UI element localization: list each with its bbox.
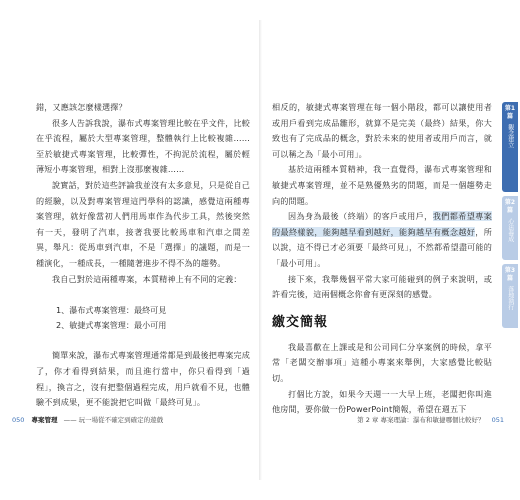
right-paragraph-2: 基於這兩種本質精神，我一直覺得，瀑布式專案管理和敏捷式專案管理，並不是熟優熟劣的問題，而是一個趨勢走向的問題。 <box>272 164 492 206</box>
right-page <box>272 100 492 430</box>
tab-part-3-name: 落地執行 <box>506 286 514 310</box>
left-page-number: 050 <box>12 416 25 424</box>
blank-line <box>36 287 250 303</box>
part-tabs <box>502 102 518 332</box>
list-item-waterfall: 1、瀑布式專案管理：最終可見 <box>56 304 167 315</box>
book-subtitle: —— 玩一場從不確定到確定的遊戲 <box>63 416 164 424</box>
left-paragraph-2: 很多人告訴我說，瀑布式專案管理比較在乎文件，比較在乎流程，屬於大型專案管理，整體執行上比較複雜……至於敏捷式專案管理，比較彈性，不拘泥於流程，屬於輕薄短小專案管理，相對上沒那麼複雜…… <box>36 117 250 175</box>
tab-part-1[interactable] <box>502 102 518 192</box>
left-paragraph-3: 說實話，對於這些評論我並沒有太多意見，只是從自己的經驗，以及對專案管理這門學科的認識，感覺這兩種專案管理，就好像當初人們用馬車作為代步工具，然後突然有一天，發明了汽車，接著我要比較馬車和汽車之間差異，舉凡：從馬車到汽車，不是「選擇」的議題，而是一種演化，一種成長，一種隨著進步不得不為的趨勢。 <box>36 179 250 268</box>
right-paragraph-1: 相反的，敏捷式專案管理在每一個小階段，都可以讓使用者或用戶看到完成品雛形，就算不是完美（最終）結果，你大致也有了完成品的概念，對於未來的使用者或用戶而言，就可以稱之為「最小可用」。 <box>272 102 492 159</box>
right-paragraph-highlighted <box>272 209 492 271</box>
right-page-number: 051 <box>491 416 504 424</box>
tab-part-1-number: 第1篇 <box>504 105 516 120</box>
book-gutter <box>259 20 262 480</box>
blank-line <box>36 333 250 349</box>
left-footer <box>12 415 163 424</box>
highlight-before-text: 因為身為最後（終端）的客戶或用戶， <box>288 211 433 222</box>
chapter-title: 專案理論：瀑布和敏捷哪個比較好？ <box>380 416 485 424</box>
tab-part-2-number: 第2篇 <box>504 199 516 214</box>
highlighted-text[interactable]: 我們都希望專案的最終樣貌，能夠越早看到越好，能夠越早有概念越好 <box>272 211 492 237</box>
list-item-agile: 2、敏捷式專案管理：最小可用 <box>56 319 167 330</box>
tab-part-1-name: 觀念建立 <box>506 124 514 148</box>
tab-part-3-number: 第3篇 <box>504 267 516 282</box>
right-paragraph-6: 打個比方說，如果今天週一一大早上班，老闆把你叫進他房間，要你做一份PowerPoint簡報，希望在週五下 <box>272 388 492 415</box>
book-title: 專案管理 <box>31 416 58 424</box>
tab-part-3[interactable] <box>502 264 518 328</box>
left-paragraph-4: 我自己對於這兩種專案，本質精神上有不同的定義： <box>52 273 242 284</box>
right-paragraph-4: 接下來，我舉幾個平常大家可能碰到的例子來說明，或許看完後，這兩個概念你會有更深刻的感覺。 <box>272 273 492 300</box>
left-paragraph-5: 簡單來說，瀑布式專案管理通常都是到最後把專案完成了，你才看得到結果，而且進行當中，你只看得到「過程」，換言之，沒有把整個過程完成，用戶就看不見，也體驗不到成果，更不能說把它叫做「最終可見」。 <box>36 350 250 408</box>
right-paragraph-5: 我最喜歡在上課或是和公司同仁分享案例的時候，拿平常「老闆交辦事項」這種小專案來舉例，大家感覺比較貼切。 <box>272 341 492 383</box>
left-paragraph-1: 錯，又應該怎麼樣選擇？ <box>36 102 127 112</box>
tab-part-2[interactable] <box>502 196 518 260</box>
left-page <box>36 100 250 430</box>
section-heading: 繳交簡報 <box>272 314 329 330</box>
chapter-label: 第 2 章 <box>357 416 379 424</box>
tab-part-2-name: 心法養成 <box>506 218 514 242</box>
highlight-after-text: ，所以說，這不得已才必須要「最終可見」，不然都希望盡可能的「最小可用」。 <box>272 226 492 268</box>
right-footer <box>357 415 504 424</box>
